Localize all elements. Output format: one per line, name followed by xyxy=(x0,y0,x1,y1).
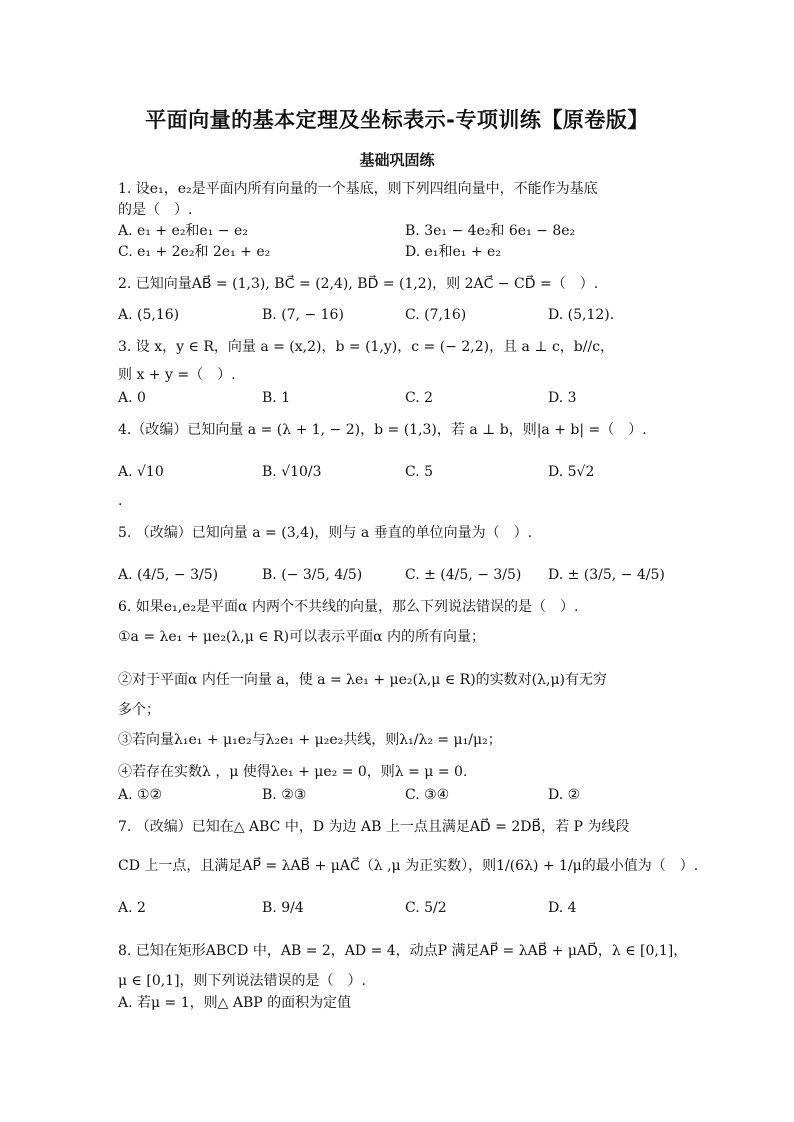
q6-stem-line1: 6. 如果e₁,e₂是平面α 内两个不共线的向量，那么下列说法错误的是（ ）. xyxy=(118,599,579,615)
q4-option-b: B. √10/3 xyxy=(262,464,322,480)
q3-option-a: A. 0 xyxy=(118,390,146,406)
q1-stem-line2: 的是（ ）. xyxy=(118,202,193,218)
q5-option-d: D. ± (3/5, − 4/5) xyxy=(548,567,665,583)
q5-option-a: A. (4/5, − 3/5) xyxy=(118,567,219,583)
q4-option-d: D. 5√2 xyxy=(548,464,595,480)
document-title: 平面向量的基本定理及坐标表示-专项训练【原卷版】 xyxy=(145,108,649,132)
q6-statement-3: ③若向量λ₁e₁ + μ₁e₂与λ₂e₁ + μ₂e₂共线，则λ₁/λ₂ = μ₁/μ₂； xyxy=(118,732,502,748)
q6-option-b: B. ②③ xyxy=(262,787,307,803)
q8-option-a: A. 若μ = 1，则△ ABP 的面积为定值 xyxy=(118,995,352,1011)
q2-option-b: B. (7, − 16) xyxy=(262,307,344,323)
q2-option-d: D. (5,12). xyxy=(548,307,615,323)
q7-option-a: A. 2 xyxy=(118,900,146,916)
q8-stem-line2: μ ∈ [0,1]，则下列说法错误的是（ ）. xyxy=(118,973,367,989)
q6-statement-4: ④若存在实数λ ，μ 使得λe₁ + μe₂ = 0，则λ = μ = 0. xyxy=(118,764,468,780)
q8-stem-line1: 8. 已知在矩形ABCD 中，AB = 2，AD = 4，动点P 满足AP⃗ = λAB⃗ + μAD⃗，λ ∈ [0,1]， xyxy=(118,943,688,959)
q4-option-a: A. √10 xyxy=(118,464,164,480)
q1-stem-line1: 1. 设e₁，e₂是平面内所有向量的一个基底，则下列四组向量中，不能作为基底 xyxy=(118,181,598,197)
q6-option-d: D. ② xyxy=(548,787,581,803)
q4-option-c: C. 5 xyxy=(405,464,434,480)
q3-stem-line1: 3. 设 x，y ∈ R，向量 a = (x,2)，b = (1,y)，c = (− 2,2)，且 a ⊥ c，b//c， xyxy=(118,339,615,355)
q4-trailing-dot: . xyxy=(118,493,123,509)
q1-option-c: C. e₁ + 2e₂和 2e₁ + e₂ xyxy=(118,244,271,260)
q1-option-a: A. e₁ + e₂和e₁ − e₂ xyxy=(118,223,248,239)
q6-option-c: C. ③④ xyxy=(405,787,450,803)
q7-stem-line1: 7. （改编）已知在△ ABC 中，D 为边 AB 上一点且满足AD⃗ = 2DB⃗，若 P 为线段 xyxy=(118,819,630,835)
q1-option-b: B. 3e₁ − 4e₂和 6e₁ − 8e₂ xyxy=(405,223,576,239)
q1-option-d: D. e₁和e₁ + e₂ xyxy=(405,244,501,260)
q3-stem-line2: 则 x + y =（ ）. xyxy=(118,367,236,383)
q6-statement-1: ①a = λe₁ + μe₂(λ,μ ∈ R)可以表示平面α 内的所有向量； xyxy=(118,629,485,645)
q2-option-a: A. (5,16) xyxy=(118,307,180,323)
q6-option-a: A. ①② xyxy=(118,787,163,803)
q5-stem-line1: 5. （改编）已知向量 a = (3,4)，则与 a 垂直的单位向量为（ ）. xyxy=(118,525,533,541)
q3-option-c: C. 2 xyxy=(405,390,434,406)
q7-option-d: D. 4 xyxy=(548,900,577,916)
q7-option-b: B. 9/4 xyxy=(262,900,304,916)
q3-option-d: D. 3 xyxy=(548,390,577,406)
q6-statement-2-line1: ②对于平面α 内任一向量 a，使 a = λe₁ + μe₂(λ,μ ∈ R)的实数对(λ,μ)有无穷 xyxy=(118,672,608,688)
q6-statement-2-line2: 多个； xyxy=(118,702,160,718)
q5-option-b: B. (− 3/5, 4/5) xyxy=(262,567,363,583)
q5-option-c: C. ± (4/5, − 3/5) xyxy=(405,567,522,583)
q2-stem-line1: 2. 已知向量AB⃗ = (1,3), BC⃗ = (2,4), BD⃗ = (1,2)，则 2AC⃗ − CD⃗ =（ ）. xyxy=(118,276,599,292)
q4-stem-line1: 4.（改编）已知向量 a = (λ + 1, − 2)，b = (1,3)，若 a ⊥ b，则|a + b| =（ ）. xyxy=(118,422,647,438)
q7-option-c: C. 5/2 xyxy=(405,900,447,916)
q3-option-b: B. 1 xyxy=(262,390,291,406)
section-heading: 基础巩固练 xyxy=(359,151,435,169)
q2-option-c: C. (7,16) xyxy=(405,307,467,323)
q7-stem-line2: CD 上一点，且满足AP⃗ = λAB⃗ + μAC⃗（λ ,μ 为正实数），则1/(6λ) + 1/μ的最小值为（ ）. xyxy=(118,858,699,874)
